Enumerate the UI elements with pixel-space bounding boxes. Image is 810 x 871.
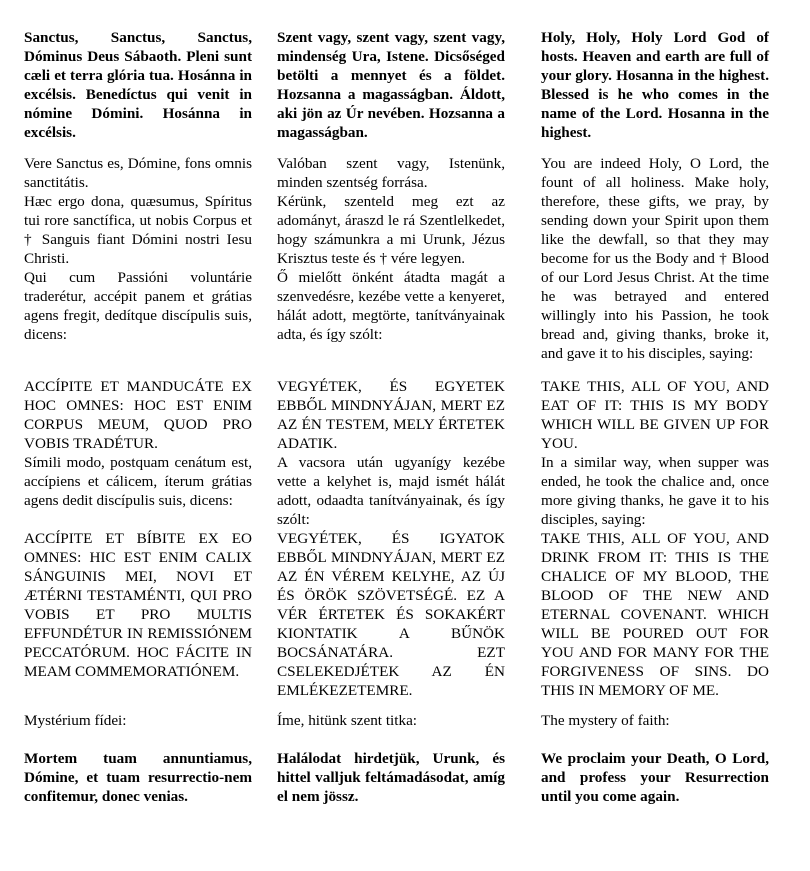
latin-accipite-manducate: ACCÍPITE ET MANDUCÁTE EX HOC OMNES: HOC EST ENIM CORPUS MEUM, QUOD PRO VOBIS TRADÉTUR. bbox=[24, 378, 252, 452]
english-column bbox=[541, 28, 769, 848]
hungarian-kerunk: Kérünk, szenteld meg ezt az adományt, áraszd le rá Szentlelkedet, hogy számunkra a mi Urunk, Jézus Krisztus teste és † vére legyen. bbox=[277, 193, 505, 267]
latin-sanctus: Sanctus, Sanctus, Sanctus, Dóminus Deus Sábaoth. Pleni sunt cæli et terra glória tua. Hosánna in excélsis. Benedíctus qui venit in nómine Dómini. Hosánna in excélsis. bbox=[24, 29, 252, 141]
hungarian-o-mielott: Ő mielőtt önként átadta magát a szenvedésre, kezébe vette a kenyeret, hálát adott, megtörte, tanítványainak adta, és így szólt: bbox=[277, 269, 505, 343]
latin-column bbox=[24, 28, 252, 848]
hungarian-vegyetek-igyatok: VEGYÉTEK, ÉS IGYATOK EBBŐL MINDNYÁJAN, MERT EZ AZ ÉN VÉREM KELYHE, AZ ÚJ ÉS ÖRÖK SZÖVETSÉGÉ. EZ A VÉR ÉRTETEK ÉS SOKAKÉRT KIONTATIK A BŰNÖK BOCSÁNATÁRA. EZT CSELEKEDJÉTEK AZ ÉN EMLÉKEZETEMRE. bbox=[277, 530, 505, 699]
latin-haec-ergo: Hæc ergo dona, quæsumus, Spíritus tui rore sanctífica, ut nobis Corpus et † Sanguis fiant Dómini nostri Iesu Christi. bbox=[24, 193, 252, 267]
hungarian-halalodat: Halálodat hirdetjük, Urunk, és hittel valljuk feltámadásodat, amíg el nem jössz. bbox=[277, 750, 505, 805]
english-take-eat: TAKE THIS, ALL OF YOU, AND EAT OF IT: THIS IS MY BODY WHICH WILL BE GIVEN UP FOR YOU. bbox=[541, 378, 769, 452]
english-take-drink: TAKE THIS, ALL OF YOU, AND DRINK FROM IT: THIS IS THE CHALICE OF MY BLOOD, THE BLOOD OF THE NEW AND ETERNAL COVENANT. WHICH WILL BE POURED OUT FOR YOU AND FOR MANY FOR THE FORGIVENESS OF SINS. DO THIS IN MEMORY OF ME. bbox=[541, 530, 769, 699]
english-sanctus: Holy, Holy, Holy Lord God of hosts. Heaven and earth are full of your glory. Hosanna in the highest. Blessed is he who comes in the name of the Lord. Hosanna in the highest. bbox=[541, 29, 769, 141]
latin-simili-modo: Símili modo, postquam cenátum est, accípiens et cálicem, íterum grátias agens dedit discípulis suis, dicens: bbox=[24, 454, 252, 509]
latin-mysterium: Mystérium fídei: bbox=[24, 712, 127, 729]
hungarian-vegyetek-egyetek: VEGYÉTEK, ÉS EGYETEK EBBŐL MINDNYÁJAN, MERT EZ AZ ÉN TESTEM, MELY ÉRTETEK ADATIK. bbox=[277, 378, 505, 452]
english-mystery: The mystery of faith: bbox=[541, 712, 670, 729]
english-proclaim: We proclaim your Death, O Lord, and profess your Resurrection until you come again. bbox=[541, 750, 769, 805]
english-indeed-holy: You are indeed Holy, O Lord, the fount of all holiness. Make holy, therefore, these gifts, we pray, by sending down your Spirit upon them like the dewfall, so that they may become for us the Body and † Blood of our Lord Jesus Christ. At the time he was betrayed and entered willingly into his Passion, he took bread and, giving thanks, broke it, and gave it to his disciples, saying: bbox=[541, 155, 769, 362]
latin-mortem: Mortem tuam annuntiamus, Dómine, et tuam resurrectio-nem confitemur, donec venias. bbox=[24, 750, 252, 805]
hungarian-vacsora-utan: A vacsora után ugyanígy kezébe vette a kelyhet is, majd ismét hálát adott, odaadta tanítványainak, és így szólt: bbox=[277, 454, 505, 528]
hungarian-column bbox=[277, 28, 505, 848]
latin-qui-cum: Qui cum Passióni voluntárie traderétur, accépit panem et grátias agens fregit, dedítque discípulis suis, dicens: bbox=[24, 269, 252, 343]
latin-accipite-bibite: ACCÍPITE ET BÍBITE EX EO OMNES: HIC EST ENIM CALIX SÁNGUINIS MEI, NOVI ET ÆTÉRNI TESTAMÉNTI, QUI PRO VOBIS ET PRO MULTIS EFFUNDÉTUR IN REMISSIÓNEM PECCATÓRUM. HOC FÁCITE IN MEAM COMMEMORATIÓNEM. bbox=[24, 530, 252, 680]
latin-vere-sanctus: Vere Sanctus es, Dómine, fons omnis sanctitátis. bbox=[24, 155, 252, 191]
english-similar-way: In a similar way, when supper was ended, he took the chalice and, once more giving thanks, he gave it to his disciples, saying: bbox=[541, 454, 769, 528]
hungarian-sanctus: Szent vagy, szent vagy, szent vagy, mindenség Ura, Istene. Dicsőséged betölti a mennyet és a földet. Hozsanna a magasságban. Áldott, aki jön az Úr nevében. Hozsanna a magasságban. bbox=[277, 29, 505, 141]
hungarian-ime: Íme, hitünk szent titka: bbox=[277, 712, 418, 729]
hungarian-valoban: Valóban szent vagy, Istenünk, minden szentség forrása. bbox=[277, 155, 505, 191]
